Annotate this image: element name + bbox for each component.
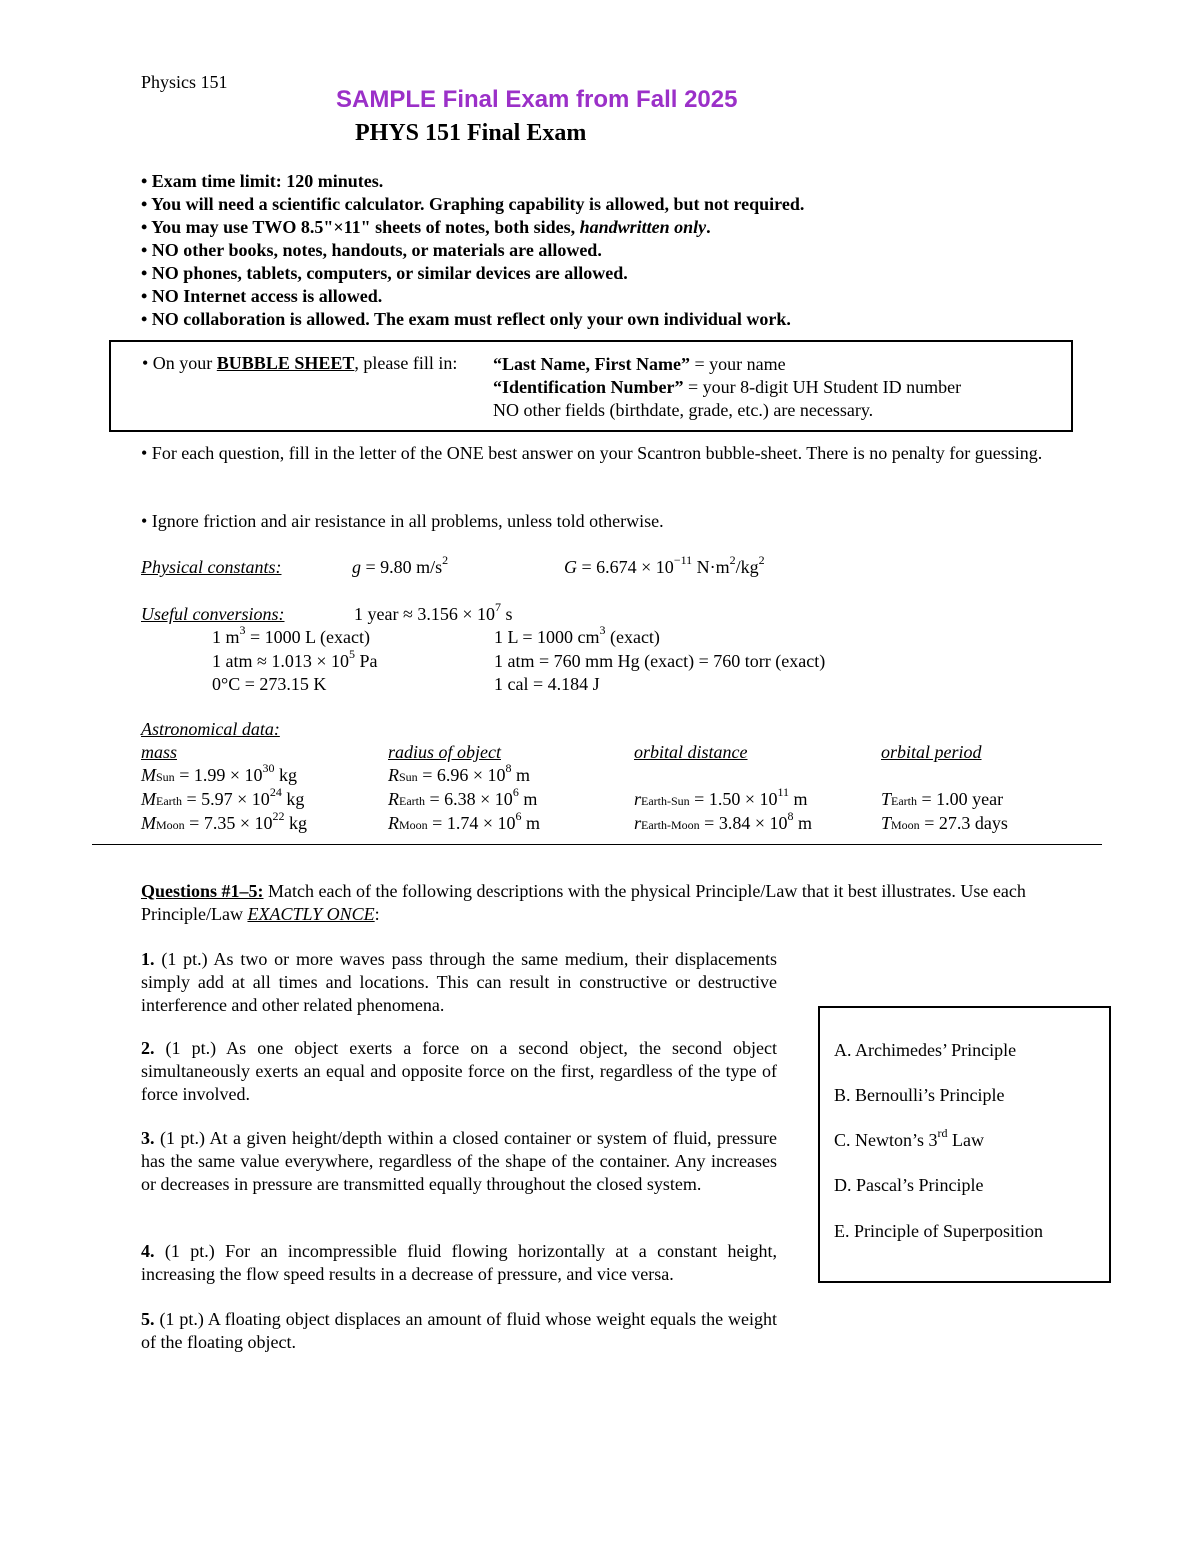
question-2: 2. (1 pt.) As one object exerts a force on a second object, the second object simultaneously exerts an equal and opposite force on the first, regardless of the type of force involved. bbox=[141, 1038, 777, 1104]
radius-earth: REarth = $6.38 \times 10^6$ m bbox=[388, 785, 538, 809]
orbit-earth-sun: rEarth-Sun = $1.50 \times 10^{11}$ m bbox=[634, 785, 808, 809]
answer-choices-box bbox=[818, 1006, 1111, 1283]
section-divider bbox=[92, 844, 1102, 845]
bubble-sheet-fields: “Last Name, First Name” = your name “Identification Number” = your 8-digit UH Student ID number NO other fields (birthdate, grade, etc.) are necessary. bbox=[493, 354, 962, 420]
conversion-year: 1 year ≈ $3.156 \times 10^7$ s bbox=[354, 600, 513, 624]
rule-item: • NO collaboration is allowed. The exam must reflect only your own individual work. bbox=[141, 309, 791, 329]
course-name: Physics 151 bbox=[141, 72, 228, 92]
choice-e: E. Principle of Superposition bbox=[834, 1221, 1043, 1241]
rule-item: • Exam time limit: 120 minutes. bbox=[141, 171, 384, 191]
conversion-atm-torr: 1 atm = 760 mm Hg (exact) = 760 torr (exact) bbox=[494, 651, 826, 671]
constant-G: $G = 6.674 \times 10^{-11}$ $N\cdot m^2/kg^2$ bbox=[564, 553, 765, 577]
rule-item: • You will need a scientific calculator. Graphing capability is allowed, but not required. bbox=[141, 194, 805, 214]
conversion-celsius: 0°C = 273.15 K bbox=[212, 674, 327, 694]
questions-intro: Questions #1–5: Match each of the following descriptions with the physical Principle/Law that it best illustrates. Use each Principle/Law EXACTLY ONCE: bbox=[141, 881, 1026, 924]
choice-b: B. Bernoulli’s Principle bbox=[834, 1085, 1005, 1105]
question-3: 3. (1 pt.) At a given height/depth within a closed container or system of fluid, pressure has the same value everywhere, regardless of the shape of the container. Any increases or decreases in pressure are transmitted equally throughout the closed system. bbox=[141, 1128, 777, 1194]
question-5: 5. (1 pt.) A floating object displaces an amount of fluid whose weight equals the weight of the floating object. bbox=[141, 1309, 777, 1352]
mass-moon: MMoon = $7.35 \times 10^{22}$ kg bbox=[141, 809, 307, 833]
rule-item: • NO other books, notes, handouts, or materials are allowed. bbox=[141, 240, 602, 260]
choice-a: A. Archimedes’ Principle bbox=[834, 1040, 1017, 1060]
instruction-ignore-friction: • Ignore friction and air resistance in all problems, unless told otherwise. bbox=[141, 511, 664, 531]
choice-d: D. Pascal’s Principle bbox=[834, 1175, 984, 1195]
conversions-label: Useful conversions: bbox=[141, 604, 285, 624]
rule-item: • NO phones, tablets, computers, or similar devices are allowed. bbox=[141, 263, 628, 283]
conversion-calorie: 1 cal = 4.184 J bbox=[494, 674, 600, 694]
sample-banner: SAMPLE Final Exam from Fall 2025 bbox=[336, 86, 738, 113]
instruction-each-question: • For each question, fill in the letter of the ONE best answer on your Scantron bubble-sheet. There is no penalty for guessing. bbox=[141, 443, 1043, 463]
conversion-atm-pa: 1 atm ≈ $1.013 \times 10^5$ Pa bbox=[212, 647, 378, 671]
radius-sun: RSun = $6.96 \times 10^8$ m bbox=[388, 761, 531, 785]
rule-item: • NO Internet access is allowed. bbox=[141, 286, 383, 306]
constants-label: Physical constants: bbox=[141, 557, 282, 577]
choice-c: C. Newton’s 3rd Law bbox=[834, 1126, 984, 1150]
astro-header-mass: mass bbox=[141, 742, 178, 762]
conversion-m3: 1 $m^3 = 1000$ L (exact) bbox=[212, 623, 370, 647]
astro-label: Astronomical data: bbox=[141, 719, 280, 739]
astro-header-period: orbital period bbox=[881, 742, 982, 762]
astro-header-distance: orbital distance bbox=[634, 742, 748, 762]
astro-header-radius: radius of object bbox=[388, 742, 501, 762]
mass-sun: MSun = $1.99 \times 10^{30}$ kg bbox=[141, 761, 297, 785]
constant-g: g = 9.80 $m/s^2$ bbox=[352, 553, 449, 577]
mass-earth: MEarth = $5.97 \times 10^{24}$ kg bbox=[141, 785, 305, 809]
exam-rules bbox=[141, 170, 804, 331]
period-moon: TMoon = 27.3 days bbox=[881, 813, 1008, 833]
period-earth: TEarth = 1.00 year bbox=[881, 789, 1004, 809]
page-title: PHYS 151 Final Exam bbox=[355, 120, 587, 146]
conversion-liter: 1 L = 1000 $cm^3$ (exact) bbox=[494, 623, 660, 647]
question-4: 4. (1 pt.) For an incompressible fluid flowing horizontally at a constant height, increasing the flow speed results in a decrease of pressure, and vice versa. bbox=[141, 1241, 777, 1284]
rule-item: • You may use TWO 8.5"×11" sheets of notes, both sides, handwritten only. bbox=[141, 217, 711, 237]
orbit-earth-moon: rEarth-Moon = $3.84 \times 10^8$ m bbox=[634, 809, 812, 833]
radius-moon: RMoon = $1.74 \times 10^6$ m bbox=[388, 809, 540, 833]
question-1: 1. (1 pt.) As two or more waves pass through the same medium, their displacements simply add at all times and locations. This can result in constructive or destructive interference and other related phenomena. bbox=[141, 949, 777, 1015]
bubble-sheet-instruction: • On your BUBBLE SHEET, please fill in: bbox=[142, 353, 458, 373]
bubble-sheet-box bbox=[109, 340, 1073, 432]
